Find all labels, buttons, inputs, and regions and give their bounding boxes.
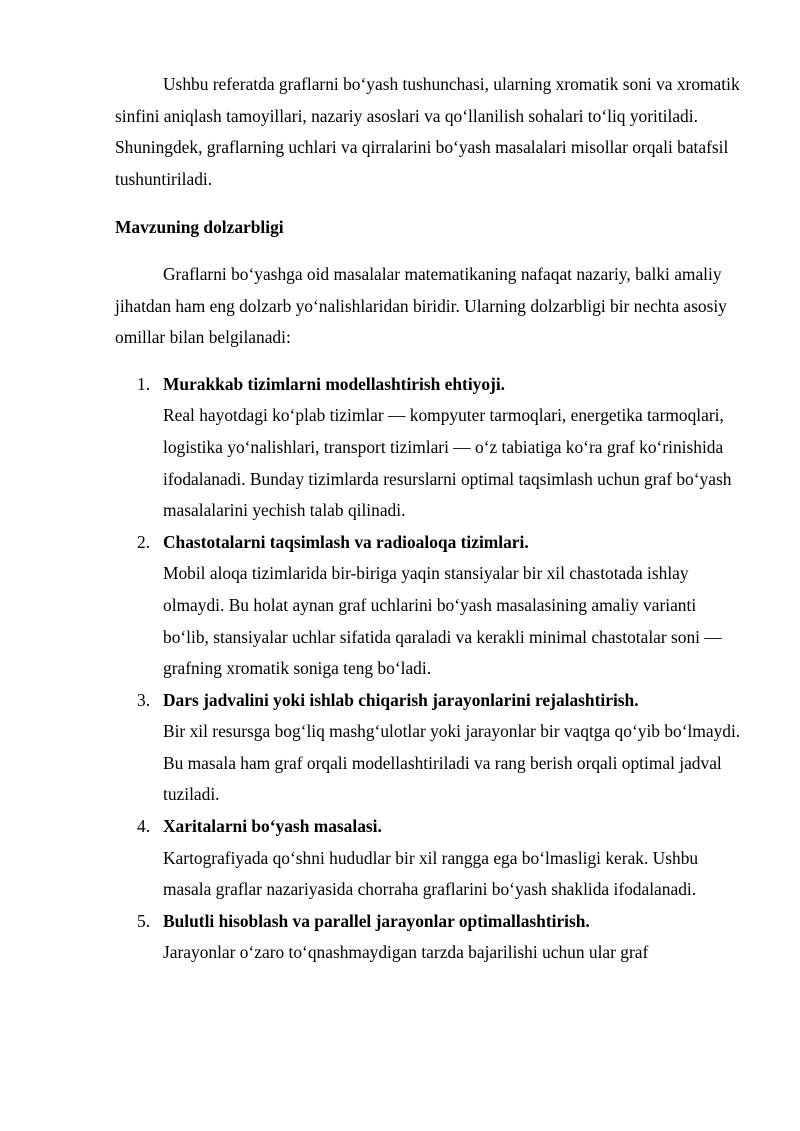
list-item-number: 5. [137, 910, 151, 931]
section-intro-paragraph: Graflarni bo‘yashga oid masalalar matematikaning nafaqat nazariy, balki amaliy jihatdan ham eng dolzarb yo‘nalishlaridan biridir. Ularning dolzarbligi bir nechta asosiy omillar bilan belgilanadi: [115, 263, 727, 348]
list-item-number: 3. [137, 689, 151, 710]
list-item-number: 1. [137, 373, 151, 394]
list-item-number: 2. [137, 531, 151, 552]
list-item-body: Real hayotdagi ko‘plab tizimlar — kompyuter tarmoqlari, energetika tarmoqlari, logistika yo‘nalishlari, transport tizimlari — o‘z tabiatiga ko‘ra graf ko‘rinishida ifodalanadi. Bunday tizimlarda resurslarni optimal taqsimlash uchun graf bo‘yash masalalarini yechish talab qilinadi. [163, 405, 732, 521]
list-item-title: Murakkab tizimlarni modellashtirish ehtiyoji. [163, 373, 506, 394]
list-item-body: Kartografiyada qo‘shni hududlar bir xil rangga ega bo‘lmasligi kerak. Ushbu masala graflar nazariyasida chorraha graflarini bo‘yash shaklida ifodalanadi. [163, 847, 699, 900]
list-item [115, 906, 745, 969]
list-item [115, 369, 745, 527]
list-item-title: Dars jadvalini yoki ishlab chiqarish jarayonlarini rejalashtirish. [163, 689, 639, 710]
intro-paragraph: Ushbu referatda graflarni bo‘yash tushunchasi, ularning xromatik soni va xromatik sinfini aniqlash tamoyillari, nazariy asoslari va qo‘llanilish sohalari to‘liq yoritiladi. Shuningdek, graflarning uchlari va qirralarini bo‘yash masalalari misollar orqali batafsil tushuntiriladi. [115, 74, 740, 189]
list-item-title: Bulutli hisoblash va parallel jarayonlar optimallashtirish. [163, 910, 590, 931]
section-heading: Mavzuning dolzarbligi [115, 217, 284, 238]
list-item-body: Bir xil resursga bog‘liq mashg‘ulotlar yoki jarayonlar bir vaqtga qo‘yib bo‘lmaydi. Bu masala ham graf orqali modellashtiriladi va rang berish orqali optimal jadval tuziladi. [163, 721, 741, 805]
list-item-number: 4. [137, 816, 151, 837]
list-item-body: Mobil aloqa tizimlarida bir-biriga yaqin stansiyalar bir xil chastotada ishlay olmaydi. Bu holat aynan graf uchlarini bo‘yash masalasining amaliy varianti bo‘lib, stansiyalar uchlar sifatida qaraladi va kerakli minimal chastotalar soni — grafning xromatik soniga teng bo‘ladi. [163, 563, 722, 679]
list-item-title: Chastotalarni taqsimlash va radioaloqa tizimlari. [163, 531, 529, 552]
list-item [115, 811, 745, 906]
relevance-list [115, 369, 745, 969]
list-item-title: Xaritalarni bo‘yash masalasi. [163, 816, 382, 837]
list-item [115, 527, 745, 685]
document-page [115, 69, 745, 969]
list-item-body: Jarayonlar o‘zaro to‘qnashmaydigan tarzda bajarilishi uchun ular graf [163, 942, 649, 963]
list-item [115, 685, 745, 811]
